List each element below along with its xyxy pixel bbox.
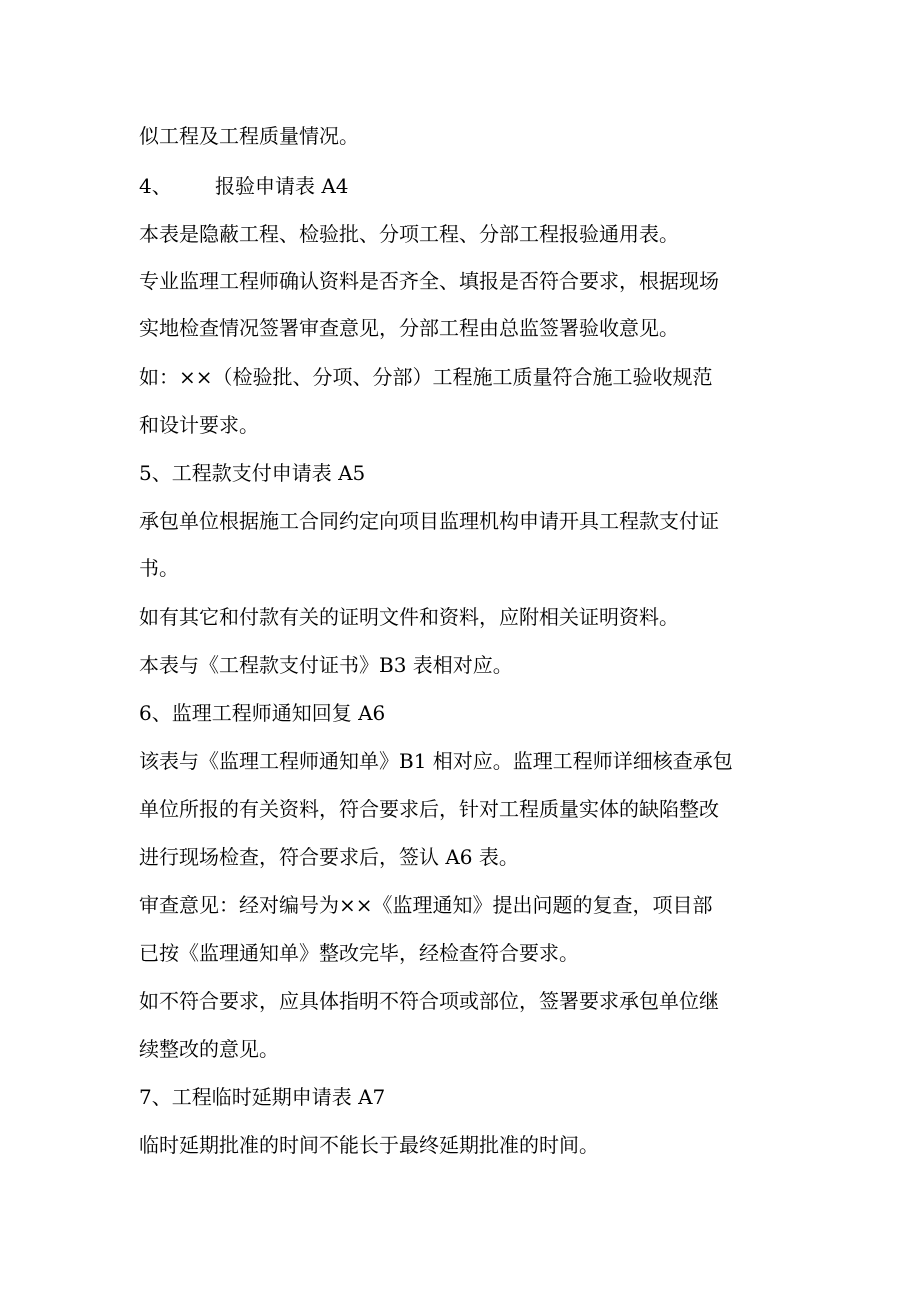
text-line: 单位所报的有关资料，符合要求后，针对工程质量实体的缺陷整改	[139, 797, 719, 821]
text-line: 如不符合要求，应具体指明不符合项或部位，签署要求承包单位继	[139, 989, 719, 1013]
text-line: 该表与《监理工程师通知单》B1 相对应。监理工程师详细核查承包	[139, 749, 733, 773]
text-line: 和设计要求。	[139, 413, 259, 437]
text-line: 续整改的意见。	[139, 1037, 279, 1061]
text-line: 已按《监理通知单》整改完毕，经检查符合要求。	[139, 941, 579, 965]
text-line: 进行现场检查，符合要求后，签认 A6 表。	[139, 845, 519, 869]
text-line: 如有其它和付款有关的证明文件和资料，应附相关证明资料。	[139, 605, 679, 629]
text-line: 书。	[139, 556, 179, 580]
section-number: 4、	[139, 174, 172, 198]
text-line: 审查意见：经对编号为××《监理通知》提出问题的复查，项目部	[139, 893, 713, 917]
text-line: 本表与《工程款支付证书》B3 表相对应。	[139, 653, 513, 677]
text-line: 临时延期批准的时间不能长于最终延期批准的时间。	[139, 1133, 599, 1157]
text-line: 实地检查情况签署审查意见，分部工程由总监签署验收意见。	[139, 316, 679, 340]
text-line: 似工程及工程质量情况。	[139, 124, 359, 148]
section-heading-4	[139, 174, 349, 198]
text-line: 专业监理工程师确认资料是否齐全、填报是否符合要求，根据现场	[139, 269, 719, 293]
section-heading-6: 6、监理工程师通知回复 A6	[139, 701, 386, 725]
text-line: 本表是隐蔽工程、检验批、分项工程、分部工程报验通用表。	[139, 222, 679, 246]
section-title: 报验申请表 A4	[215, 174, 349, 198]
section-heading-7: 7、工程临时延期申请表 A7	[139, 1085, 386, 1109]
text-line: 如：××（检验批、分项、分部）工程施工质量符合施工验收规范	[139, 365, 713, 389]
section-heading-5: 5、工程款支付申请表 A5	[139, 461, 366, 485]
text-line: 承包单位根据施工合同约定向项目监理机构申请开具工程款支付证	[139, 509, 719, 533]
